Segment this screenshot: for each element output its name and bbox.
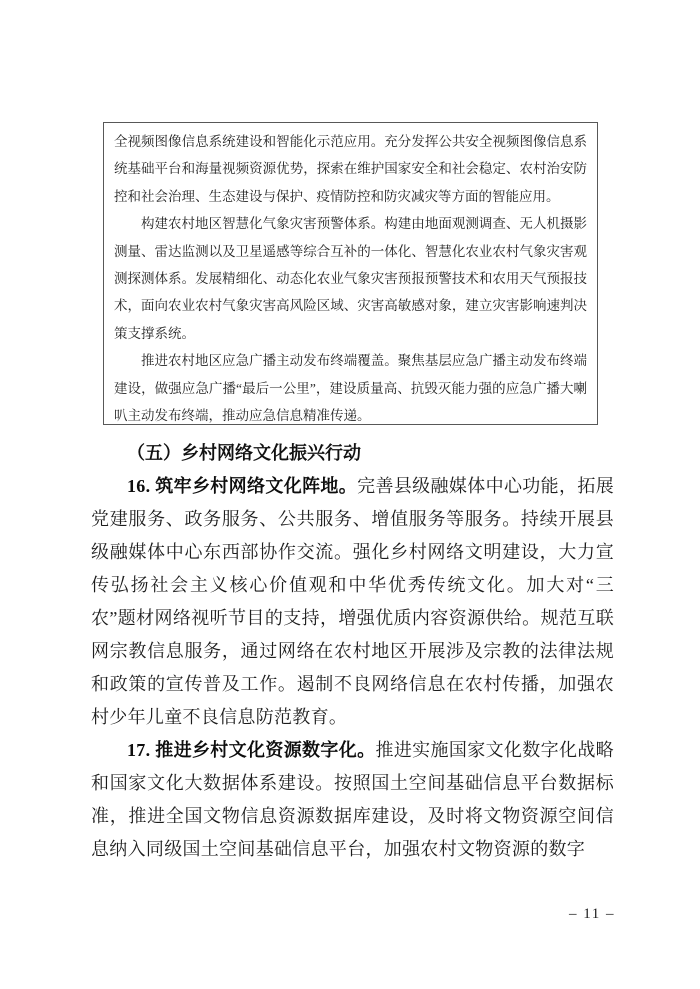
section-heading: （五）乡村网络文化振兴行动 bbox=[127, 443, 361, 463]
paragraph-16-lead: 16. 筑牢乡村网络文化阵地。 bbox=[127, 476, 358, 496]
paragraph-17-lead: 17. 推进乡村文化资源数字化。 bbox=[127, 740, 376, 760]
paragraph-17-body: 推进实施国家文化数字化战略和国家文化大数据体系建设。按照国土空间基础信息平台数据标准，推进全国文物信息资源数据库建设，及时将文物资源空间信息纳入同级国土空间基础信息平台，加强农村文物资源的数字 bbox=[91, 740, 614, 859]
notice-box-paragraph-continuation: 全视频图像信息系统建设和智能化示范应用。充分发挥公共安全视频图像信息系统基础平台和海量视频资源优势，探索在维护国家安全和社会稳定、农村治安防控和社会治理、生态建设与保护、疫情防控和防灾减灾等方面的智能应用。 bbox=[114, 134, 587, 204]
notice-box bbox=[103, 122, 598, 425]
notice-box-paragraph-weather-warning: 构建农村地区智慧化气象灾害预警体系。构建由地面观测调查、无人机摄影测量、雷达监测以及卫星遥感等综合互补的一体化、智慧化农业农村气象灾害观测探测体系。发展精细化、动态化农业气象灾害预报预警技术和农用天气预报技术，面向农业农村气象灾害高风险区域、灾害高敏感对象，建立灾害影响速判决策支撑系统。 bbox=[114, 216, 587, 341]
main-content bbox=[91, 437, 614, 866]
paragraph-17 bbox=[91, 734, 614, 866]
notice-box-paragraph-emergency-broadcast: 推进农村地区应急广播主动发布终端覆盖。聚焦基层应急广播主动发布终端建设，做强应急广播“最后一公里”，建设质量高、抗毁灭能力强的应急广播大喇叭主动发布终端，推动应急信息精准传递。 bbox=[114, 353, 587, 424]
paragraph-16-body: 完善县级融媒体中心功能，拓展党建服务、政务服务、公共服务、增值服务等服务。持续开展县级融媒体中心东西部协作交流。强化乡村网络文明建设，大力宣传弘扬社会主义核心价值观和中华优秀传统文化。加大对“三农”题材网络视听节目的支持，增强优质内容资源供给。规范互联网宗教信息服务，通过网络在农村地区开展涉及宗教的法律法规和政策的宣传普及工作。遏制不良网络信息在农村传播，加强农村少年儿童不良信息防范教育。 bbox=[91, 476, 614, 727]
page-number: – 11 – bbox=[569, 906, 615, 922]
paragraph-16 bbox=[91, 470, 614, 734]
